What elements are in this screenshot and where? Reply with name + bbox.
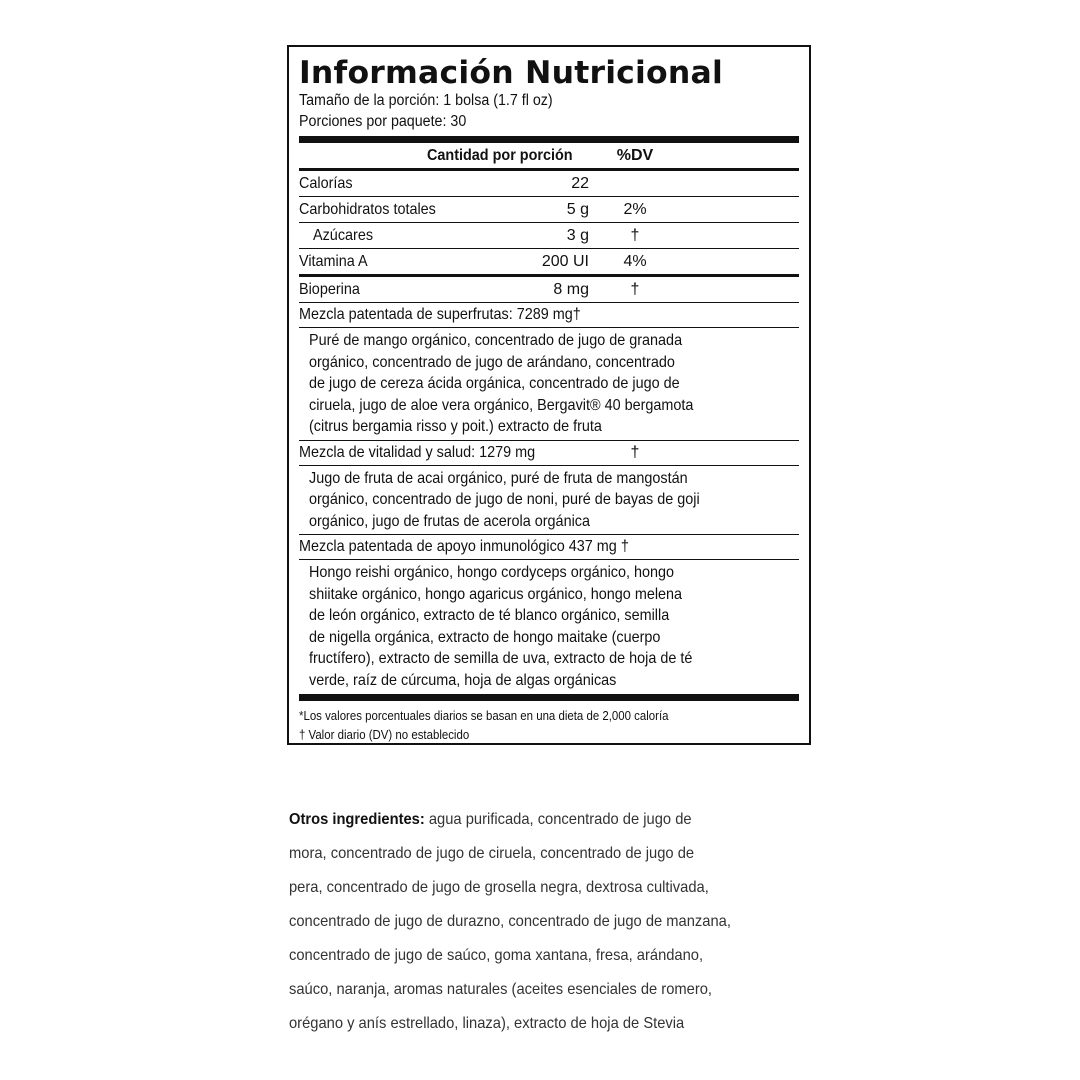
footnotes [299,701,799,744]
nutrient-dv: † [630,281,640,298]
other-ingredients-line: concentrado de jugo de durazno, concentrado de jugo de manzana, [289,913,731,930]
blend-heading: Mezcla patentada de superfrutas: 7289 mg† [299,306,581,323]
other-ingredients [289,803,809,1041]
divider-thick [299,136,799,143]
nutrient-row [299,171,799,196]
label-title: Información Nutricional [299,55,723,91]
blend-dv: † [630,443,640,461]
nutrient-row [299,223,799,248]
other-ingredients-heading: Otros ingredientes: [289,811,425,828]
divider-thick [299,694,799,701]
other-ingredients-line: mora, concentrado de jugo de ciruela, concentrado de jugo de [289,845,695,862]
blend-heading: Mezcla patentada de apoyo inmunológico 437 mg † [299,538,629,555]
nutrient-row [299,277,799,302]
header-dv: %DV [616,147,654,164]
other-ingredients-line: orégano y anís estrellado, linaza), extracto de hoja de Stevia [289,1015,685,1032]
nutrient-name: Bioperina [299,281,360,298]
footnote-dv-basis: *Los valores porcentuales diarios se basan en una dieta de 2,000 caloría [299,708,669,723]
blend-ingredients: Hongo reishi orgánico, hongo cordyceps orgánico, hongo shiitake orgánico, hongo agaricus orgánico, hongo melena de león orgánico, extracto de té blanco orgánico, semilla de nigella orgánica, extracto de hongo maitake (cuerpo fructífero), extracto de semilla de uva, extracto de hoja de té verde, raíz de cúrcuma, hoja de algas orgánicas [309,564,693,689]
other-ingredients-line: pera, concentrado de jugo de grosella negra, dextrosa cultivada, [289,879,709,896]
nutrient-dv: 4% [623,253,647,270]
nutrient-row [299,197,799,222]
serving-size: Tamaño de la porción: 1 bolsa (1.7 fl oz) [299,92,553,109]
other-ingredients-line: concentrado de jugo de saúco, goma xantana, fresa, arándano, [289,947,704,964]
header-amount: Cantidad por porción [427,147,573,164]
nutrient-dv: † [630,227,640,244]
nutrient-name: Calorías [299,175,353,192]
other-ingredients-line: agua purificada, concentrado de jugo de [424,811,692,828]
nutrient-row [299,249,799,274]
other-ingredients-line: saúco, naranja, aromas naturales (aceites esenciales de romero, [289,981,713,998]
blend-heading: Mezcla de vitalidad y salud: 1279 mg † [299,441,799,465]
blend-ingredients: Jugo de fruta de acai orgánico, puré de fruta de mangostán orgánico, concentrado de jugo de noni, puré de bayas de goji orgánico, jugo de frutas de acerola orgánica [309,469,700,530]
nutrient-name: Carbohidratos totales [299,201,436,218]
column-header-row [299,143,799,168]
nutrition-facts-panel [287,45,811,745]
nutrient-amount: 3 g [566,227,589,244]
nutrient-amount: 8 mg [553,281,589,298]
footnote-dagger: † Valor diario (DV) no establecido [299,727,470,742]
servings-per-package: Porciones por paquete: 30 [299,113,467,130]
nutrient-amount: 5 g [566,201,589,218]
nutrient-amount: 200 UI [541,253,589,270]
nutrient-name: Vitamina A [299,253,368,270]
nutrient-amount: 22 [571,175,589,192]
blend-ingredients: Puré de mango orgánico, concentrado de jugo de granada orgánico, concentrado de jugo de arándano, concentrado de jugo de cereza ácida orgánica, concentrado de jugo de ciruela, jugo de aloe vera orgánico, Bergavit® 40 bergamota (citrus bergamia risso y poit.) extracto de fruta [309,332,694,435]
nutrient-dv: 2% [623,201,647,218]
nutrient-name: Azúcares [313,227,374,244]
